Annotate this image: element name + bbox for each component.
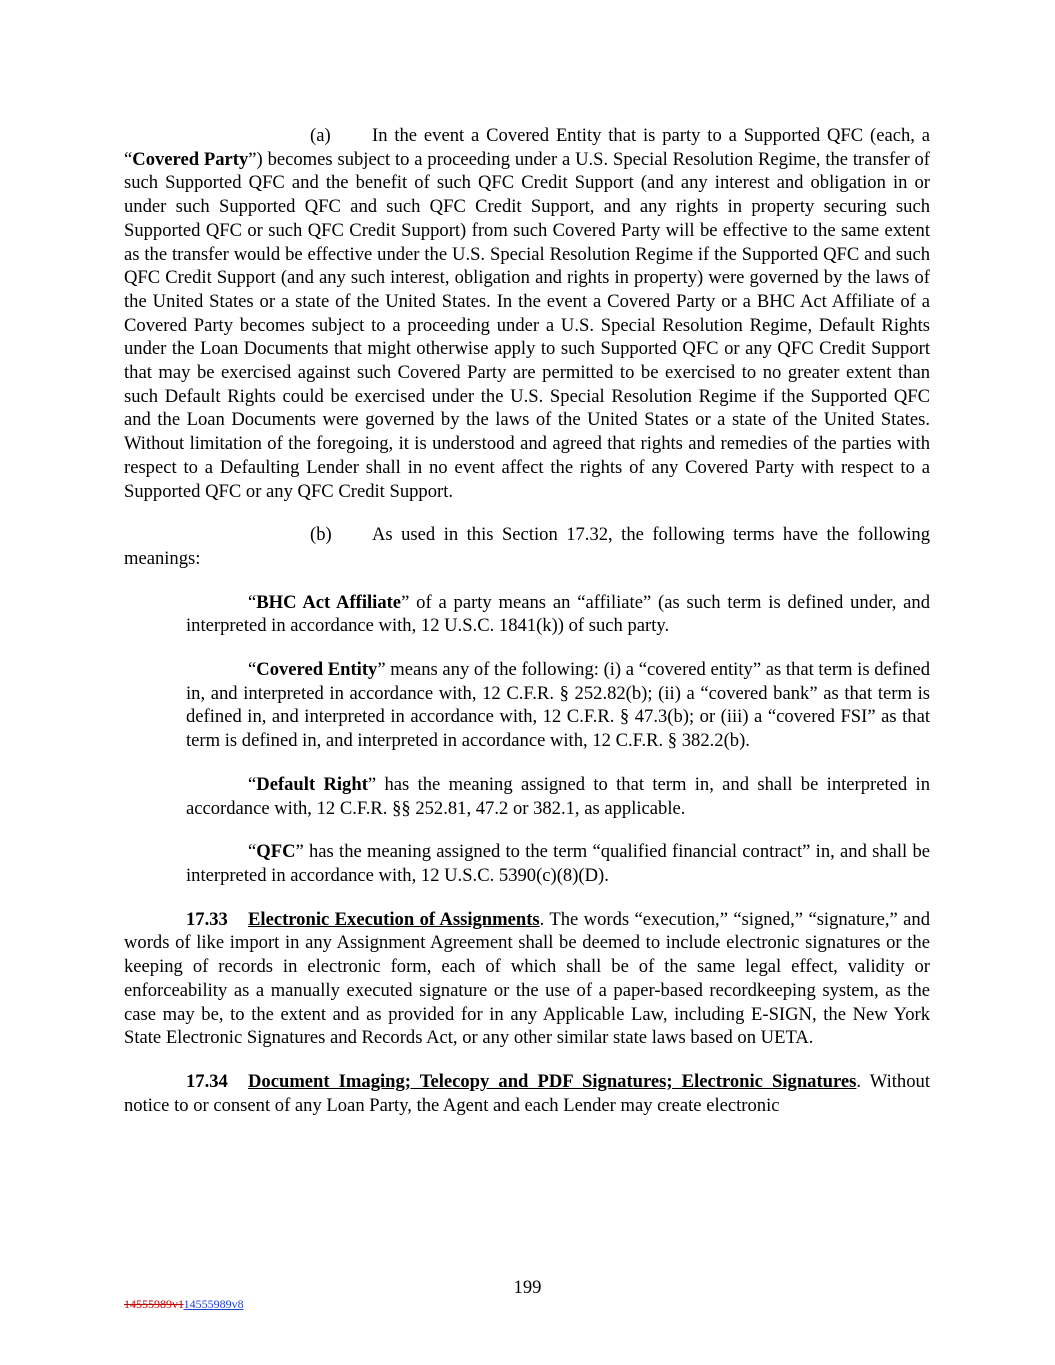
definition-open-quote: “ <box>248 659 257 681</box>
definition-open-quote: “ <box>248 841 257 863</box>
definition-term: QFC <box>256 841 296 863</box>
paragraph-b-text: As used in this Section 17.32, the following terms have the following meanings: <box>124 524 930 569</box>
section-text: . Without notice to or consent of any Loan Party, the Agent and each Lender may create electronic <box>124 1070 930 1116</box>
definition-text: ” of a party means an “affiliate” (as such term is defined under, and interpreted in accordance with, 12 U.S.C. 1841(k)) of such party. <box>186 591 931 637</box>
definition-term: Covered Entity <box>256 659 378 681</box>
definition-term: BHC Act Affiliate <box>256 591 402 613</box>
definition-text: ” has the meaning assigned to the term “qualified financial contract” in, and shall be interpreted in accordance with, 12 U.S.C. 5390(c)(8)(D). <box>186 841 930 886</box>
definition-default-right <box>186 773 930 820</box>
paragraph-a-label: (a) <box>310 125 331 146</box>
definition-text: ” means any of the following: (i) a “covered entity” as that term is defined in, and interpreted in accordance with, 12 C.F.R. § 252.82(b); (ii) a “covered bank” as that term is defined in, and interpreted in accordance with, 12 C.F.R. § 47.3(b); or (iii) a “covered FSI” as that term is defined in, and interpreted in accordance with, 12 C.F.R. § 382.2(b). <box>186 659 930 752</box>
definition-bhc-act-affiliate <box>186 591 930 638</box>
document-id-deleted: 14555989v1 <box>124 1297 184 1311</box>
paragraph-b <box>124 523 930 570</box>
definition-qfc <box>186 840 930 887</box>
definition-term: Default Right <box>256 773 368 795</box>
paragraph-a <box>124 124 930 503</box>
section-number: 17.34 <box>186 1070 228 1092</box>
section-title: Electronic Execution of Assignments <box>248 908 540 930</box>
definition-open-quote: “ <box>248 591 257 613</box>
covered-party-term: Covered Party <box>132 148 249 170</box>
page-number: 199 <box>513 1277 542 1298</box>
paragraph-a-text-2: ”) becomes subject to a proceeding under a U.S. Special Resolution Regime, the transfer of such Supported QFC and the benefit of such QFC Credit Support (and any interest and obligation in or under such Supported QFC and such QFC Credit Support, and any rights in property securing such Supported QFC or such QFC Credit Support) from such Covered Party will be effective to the same extent as the transfer would be effective under the U.S. Special Resolution Regime if the Supported QFC and such QFC Credit Support (and any such interest, obligation and rights in property) were governed by the laws of the United States or a state of the United States. In the event a Covered Party or a BHC Act Affiliate of a Covered Party becomes subject to a proceeding under a U.S. Special Resolution Regime, Default Rights under the Loan Documents that might otherwise apply to such Supported QFC or any QFC Credit Support that may be exercised against such Covered Party are permitted to be exercised to no greater extent than such Default Rights could be exercised under the U.S. Special Resolution Regime if the Supported QFC and the Loan Documents were governed by the laws of the United States or a state of the United States. Without limitation of the foregoing, it is understood and agreed that rights and remedies of the parties with respect to a Defaulting Lender shall in no event affect the rights of any Covered Party with respect to a Supported QFC or any QFC Credit Support. <box>124 148 930 502</box>
section-17-34 <box>124 1070 930 1117</box>
paragraph-a-text-1: In the event a Covered Entity that is party to a Supported QFC (each, a “ <box>124 125 930 170</box>
definition-text: ” has the meaning assigned to that term in, and shall be interpreted in accordance with, 12 C.F.R. §§ 252.81, 47.2 or 382.1, as applicable. <box>186 773 930 819</box>
section-title: Document Imaging; Telecopy and PDF Signatures; Electronic Signatures <box>248 1070 857 1092</box>
section-text: . The words “execution,” “signed,” “signature,” and words of like import in any Assignment Agreement shall be deemed to include electronic signatures or the keeping of records in electronic form, each of which shall be of the same legal effect, validity or enforceability as a manually executed signature or the use of a paper-based recordkeeping system, as the case may be, to the extent and as provided for in any Applicable Law, including E-SIGN, the New York State Electronic Signatures and Records Act, or any other similar state laws based on UETA. <box>124 908 930 1049</box>
section-17-33 <box>124 908 930 1050</box>
document-id <box>124 1297 244 1311</box>
definition-covered-entity <box>186 658 930 753</box>
paragraph-b-label: (b) <box>310 524 332 546</box>
definition-open-quote: “ <box>248 773 257 795</box>
section-number: 17.33 <box>186 908 228 930</box>
document-id-inserted: 14555989v8 <box>183 1297 244 1311</box>
page-body <box>124 124 930 1117</box>
